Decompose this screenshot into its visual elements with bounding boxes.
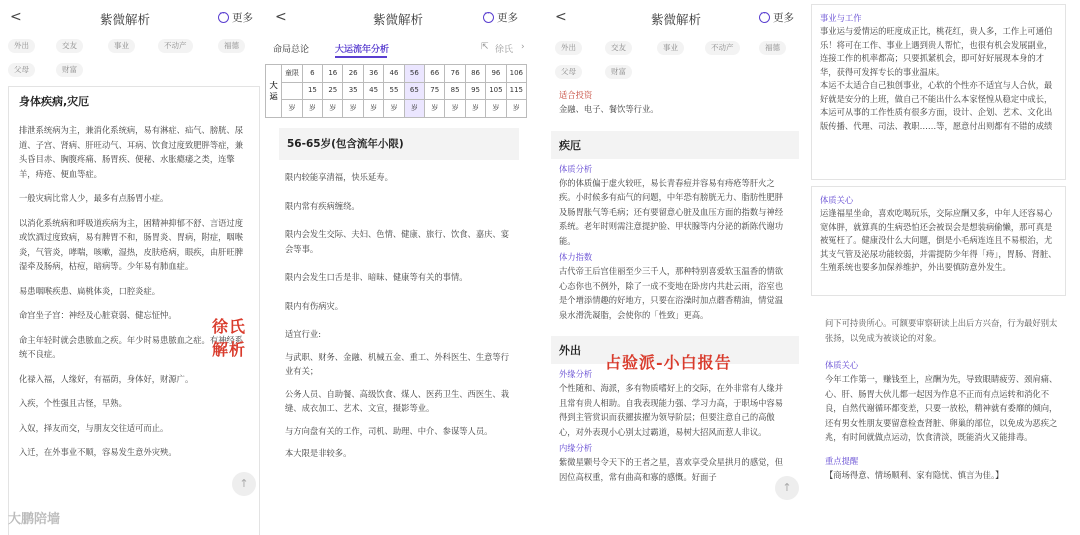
card-title: 身体疾病,灾厄 xyxy=(19,95,90,108)
paragraph: 个性随和、海派，多有物质嗜好上的交际，在外非常有人缘并且常有贵人相助。自我表现能力强、学习力高，于职场中容易得到主管赏识而获擢拔擢为领导阶层；但要注意自己的高傲心，对外表现小心别太过霸道，易树大招风而惹人非议。 xyxy=(559,383,784,437)
unit-cell: 岁 xyxy=(302,100,322,118)
unit-cell: 岁 xyxy=(384,100,404,118)
subtitle: 外缘分析 xyxy=(559,369,593,379)
subtitle: 体力指数 xyxy=(559,252,593,262)
chip-wealth[interactable]: 财富 xyxy=(56,63,83,77)
paragraph: 易患咽喉疾患、扁桃体炎，口腔炎症。 xyxy=(19,285,161,296)
unit-cell: 岁 xyxy=(445,100,465,118)
dayun-cell: 95 xyxy=(465,82,485,100)
footer-watermark: 大鹏陪墙 xyxy=(8,512,61,527)
dayun-cell[interactable]: 36 xyxy=(363,65,383,83)
unit-cell: 岁 xyxy=(486,100,506,118)
paragraph: 适宜行业: xyxy=(285,329,321,339)
author-label: 徐氏 xyxy=(495,45,514,55)
paragraph: 入迁，在外事业不顺，容易发生意外灾殃。 xyxy=(19,447,177,457)
active-tab-indicator xyxy=(335,56,387,58)
unit-cell: 岁 xyxy=(282,100,302,118)
dayun-cell: 115 xyxy=(506,82,526,100)
page-title: 紫微解析 xyxy=(651,12,702,27)
panel-dayun-analysis xyxy=(265,0,532,535)
paragraph: 紫微星颗号令天下的王者之星，喜欢享受众星拱月的感觉，但因位高权重，常有曲高和寡的感慨。好面子 xyxy=(559,457,784,482)
subtitle: 体质关心 xyxy=(820,195,854,205)
dayun-cell: 45 xyxy=(363,82,383,100)
page-title: 紫微解析 xyxy=(373,12,424,27)
dayun-cell[interactable]: 86 xyxy=(465,65,485,83)
paragraph: 与方向盘有关的工作，司机、助理、中介、参谋等人员。 xyxy=(285,425,493,436)
dayun-cell: 15 xyxy=(302,82,322,100)
paragraph: 入奴，择友而交，与朋友交往适可而止。 xyxy=(19,422,169,433)
paragraph: 限内会发生口舌是非、暗昧、健康等有关的事情。 xyxy=(285,272,468,282)
scroll-top-button[interactable]: ↑ xyxy=(232,472,256,496)
unit-cell: 岁 xyxy=(323,100,343,118)
dayun-cell: 85 xyxy=(445,82,465,100)
chip-career[interactable]: 事业 xyxy=(108,39,135,53)
tab-overview[interactable]: 命局总论 xyxy=(273,45,310,55)
dayun-card xyxy=(279,128,519,535)
paragraph: 今年工作第一，赚钱至上，应酬为先，导致眼睛疲劳、颈肩痛、心、肝、肠胃大伙儿都一起因为作息不正而有点运转和消化不良，自然代谢循环都变差，只要一放松，精神就有委靡的倾向，还有男女性朋友要留意检查肾脏、卵巢的部位，以免成为恶疾之兆，有时间就做点运动，饮食清淡，既能消火又能排毒。 xyxy=(825,374,1058,442)
back-icon[interactable]: < xyxy=(555,9,567,25)
paragraph: 入疾，个性强且古怪，早熟。 xyxy=(19,398,127,408)
dayun-cell[interactable]: 童限 xyxy=(282,65,302,83)
more-button[interactable]: ··· 更多 xyxy=(759,10,794,25)
dayun-cell xyxy=(282,82,302,100)
unit-cell: 岁 xyxy=(404,100,424,118)
invest-subtitle: 适合投资 xyxy=(559,90,593,100)
chip-friends[interactable]: 交友 xyxy=(56,39,83,53)
chip-career[interactable]: 事业 xyxy=(657,41,684,55)
disease-card xyxy=(8,86,260,535)
paragraph: 化禄入福，人缘好，有福荫，身体好，财源广。 xyxy=(19,373,194,384)
top-bar xyxy=(545,0,801,36)
category-chips xyxy=(0,36,262,84)
dayun-cell: 55 xyxy=(384,82,404,100)
paragraph: 与武职、财务、金融、机械五金、重工、外科医生、生意等行业有关； xyxy=(285,351,510,376)
chip-parents[interactable]: 父母 xyxy=(555,65,582,79)
dayun-cell[interactable]: 16 xyxy=(323,65,343,83)
more-icon xyxy=(483,12,494,23)
paragraph: 以消化系统病和呼吸道疾病为主，困精神抑郁不舒、言语过度或饮酒过度致病，易有脾胃不和，肠胃炎、胃病，附症，咽喉炎，气管炎，哮喘，咳嗽，湿热，皮肤疮病，眼疾，由肝旺脾湿牵及肠病，枯痘，暗病等。少年易有肺血症。 xyxy=(19,217,244,271)
paragraph: 【商场得意、情场顺利、家有隐忧、慎言为佳。】 xyxy=(825,469,1004,480)
paragraph: 你的体质偏于虚火较旺，易长青春痘并容易有痔疮等肝火之疾。小时候多有疝气的问题，中年恐有膀胱无力、脂肪性肥胖及肠胃胀气等毛病；还有要留意心脏及血压方面的指数与神经系统。老年时则需注意提护脸、甲状腺等内分泌的新陈代谢功能。 xyxy=(559,177,784,246)
paragraph: 限内常有疾病缠绕。 xyxy=(285,200,360,211)
dayun-cell: 35 xyxy=(343,82,363,100)
unit-cell: 岁 xyxy=(506,100,526,118)
top-bar xyxy=(265,0,532,36)
paragraph: 限内有伤病灾。 xyxy=(285,300,344,311)
paragraph: 本运不太适合自己独创事业，心软的个性亦不适宜与人合伙，最好就是安分的上班，做自己不能出什么本家怪惶从稳定中成长，本运可从事的工作性质有很多方面，设计、企划、艺术、文化出版传播、代理、司法、教职……等，愿意付出则都有不错的成绩 xyxy=(820,80,1053,131)
unit-cell: 岁 xyxy=(363,100,383,118)
chip-property[interactable]: 不动产 xyxy=(158,39,193,53)
paragraph: 限内会发生交际、夫妇、色情、健康、旅行、饮食、嘉庆、宴会等事。 xyxy=(285,229,510,254)
paragraph: 运逢福星坐命，喜欢吃喝玩乐，交际应酬又多，中年人还容易心宽体胖，就算真的生病恐怕还会被误会是想装病偷懒，那可真是被冤枉了。健康没什么大问题，倒是小毛病连连且不易根治，尤其支气管及泌尿功能较弱，并需提防少年得「痔」，胃肠、肾脏、生殖系统也要多加保养维护，外出要慎防意外发生。 xyxy=(820,208,1057,272)
chip-property[interactable]: 不动产 xyxy=(705,41,740,55)
section-title: 56-65岁(包含流年小限) xyxy=(287,138,404,150)
dayun-cell[interactable]: 66 xyxy=(425,65,445,83)
paragraph: 命主年轻时就会患脓血之疾。年少时易患脓血之症。有神经系统不良症。 xyxy=(19,334,244,359)
watermark-xiaobai: 占验派-小白报告 xyxy=(605,353,732,372)
section-title-bar xyxy=(279,128,519,160)
dayun-table xyxy=(265,64,527,118)
dayun-cell[interactable]: 76 xyxy=(445,65,465,83)
table-head: 大运 xyxy=(266,65,282,118)
unit-cell: 岁 xyxy=(465,100,485,118)
section-header xyxy=(551,131,799,159)
career-card xyxy=(811,4,1066,180)
panel-xiaobai-report xyxy=(545,0,801,535)
paragraph: 本大限是非较多。 xyxy=(285,448,352,458)
chevron-right-icon[interactable]: › xyxy=(521,42,525,52)
unit-cell: 岁 xyxy=(425,100,445,118)
more-button[interactable]: ··· 更多 xyxy=(483,10,518,25)
subtitle: 体质分析 xyxy=(559,163,593,174)
paragraph: 限内较能享清福，快乐延寿。 xyxy=(285,172,393,182)
back-icon[interactable]: < xyxy=(10,9,22,25)
chip-parents[interactable]: 父母 xyxy=(8,63,35,77)
panel-xushi-report xyxy=(0,0,262,535)
yearly-card xyxy=(819,316,1069,535)
paragraph: 公务人员、自助餐、高级饮食、煤人、医药卫生、西医生、栽缝、成衣加工、艺术、文宣，摄影等业。 xyxy=(285,388,510,413)
chip-fortune[interactable]: 福德 xyxy=(218,39,245,53)
chip-outing[interactable]: 外出 xyxy=(555,41,582,55)
chip-friends[interactable]: 交友 xyxy=(605,41,632,55)
paragraph: 排泄系统病为主，兼消化系统病，易有淋症、疝气、膀胱、尿道、子宫、肾病、肝旺动气、耳病、饮食过度致肥胖等症，兼头昏目赤、胸腹疼痛、肠胃疾、便秘、水胀瘾痿之类，连擎羊，痔疮、便血等症。 xyxy=(19,125,244,179)
dayun-cell: 105 xyxy=(486,82,506,100)
dayun-cell: 25 xyxy=(323,82,343,100)
content xyxy=(551,86,799,494)
subtitle: 内缘分析 xyxy=(559,443,593,453)
category-chips xyxy=(545,36,801,84)
subtitle: 重点提醒 xyxy=(825,455,859,466)
unit-cell: 岁 xyxy=(343,100,363,118)
dayun-cell-selected[interactable]: 56 xyxy=(404,65,424,83)
section-title: 疾厄 xyxy=(559,138,581,152)
cut-paragraph: 问下可持贵所心。可额要审察研读上出后方兴奋，行为最好别太张扬，以免成为被谈论的对象。 xyxy=(825,318,1058,343)
top-bar xyxy=(0,0,262,36)
paragraph: 古代帝王后宫佳丽至少三千人，那种特别喜爱软玉温香的情欲心态你也不例外，除了一成不变地在卧房内共赴云雨，浴室也是个增添情趣的好地方，只要在浴澡时加点蘑香精油，情觉温泉水滑洗凝脂，会使你的「性致」更高。 xyxy=(559,266,784,320)
dayun-cell[interactable]: 6 xyxy=(302,65,322,83)
health-card xyxy=(811,186,1066,296)
paragraph: 一般灾病比常人少，最多有点肠胃小症。 xyxy=(19,193,169,203)
invest-text: 金融、电子、餐饮等行业。 xyxy=(559,104,659,114)
back-icon[interactable]: < xyxy=(275,9,287,25)
dayun-cell[interactable]: 46 xyxy=(384,65,404,83)
page-title: 紫微解析 xyxy=(100,12,151,27)
paragraph: 事业运与爱情运的旺度成正比，桃花红，贵人多，工作上可通伯乐！将可在工作、事业上遇到贵人帮忙，也很有机会发展副业，连接工作的机率都高；只要抓紧机会，即可好好展现本身的才华，获得可发挥专长的事业温床。 xyxy=(820,26,1053,77)
dayun-cell-selected: 65 xyxy=(404,82,424,100)
panel-yearly-report xyxy=(805,0,1080,535)
share-icon[interactable]: ⇱ xyxy=(481,42,489,52)
chip-fortune[interactable]: 福德 xyxy=(759,41,786,55)
chip-wealth[interactable]: 财富 xyxy=(605,65,632,79)
dayun-cell: 75 xyxy=(425,82,445,100)
tab-dayun[interactable]: 大运流年分析 xyxy=(335,45,390,55)
paragraph: 命宫坐子宫：神经及心脏衰弱、健忘怔忡。 xyxy=(19,310,177,320)
watermark-xushi: 徐氏解析 xyxy=(212,317,247,359)
more-button[interactable]: ··· 更多 xyxy=(218,10,253,25)
subtitle: 事业与工作 xyxy=(820,13,862,23)
more-icon xyxy=(759,12,770,23)
dayun-cell[interactable]: 26 xyxy=(343,65,363,83)
tab-bar xyxy=(273,38,532,60)
section-title: 外出 xyxy=(559,344,581,357)
subtitle: 体质关心 xyxy=(825,360,859,370)
dayun-cell[interactable]: 96 xyxy=(486,65,506,83)
dayun-cell[interactable]: 106 xyxy=(506,65,526,83)
chip-outing[interactable]: 外出 xyxy=(8,39,35,53)
scroll-top-button[interactable]: ↑ xyxy=(775,476,799,500)
more-icon xyxy=(218,12,229,23)
